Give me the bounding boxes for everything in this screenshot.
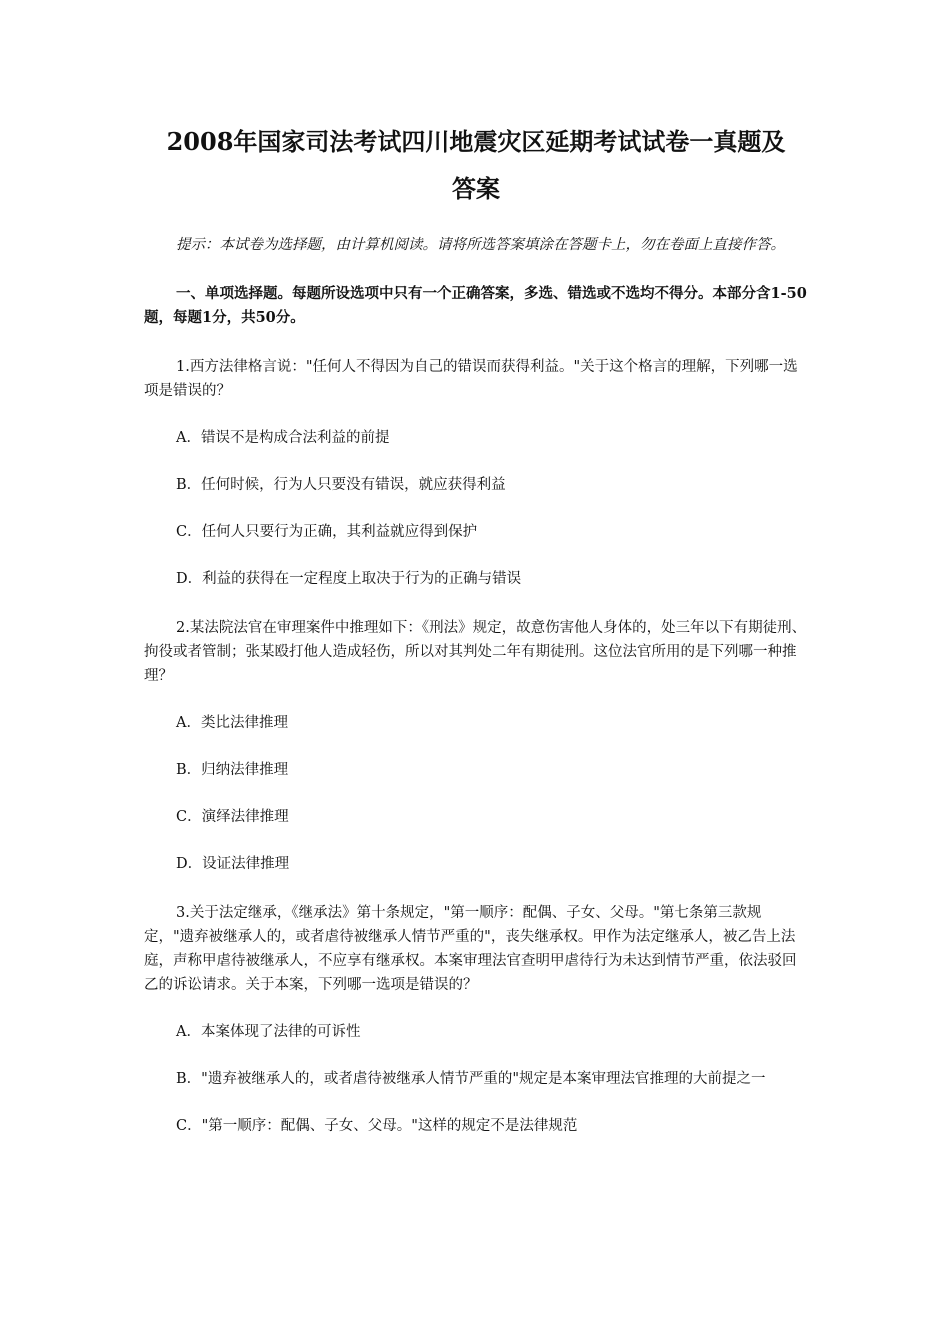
question-2-option-c: C．演绎法律推理: [176, 809, 289, 825]
question-3-option-c: C．"第一顺序：配偶、子女、父母。"这样的规定不是法律规范: [176, 1118, 578, 1134]
section-heading: 一、单项选择题。每题所设选项中只有一个正确答案，多选、错选或不选均不得分。本部分含1-50题，每题1分，共50分。: [144, 285, 807, 326]
document-page: [144, 118, 808, 1138]
question-3-stem: 3.关于法定继承，《继承法》第十条规定，"第一顺序：配偶、子女、父母。"第七条第三款规定，"遗弃被继承人的，或者虐待被继承人情节严重的"，丧失继承权。甲作为法定继承人，被乙告上法庭，声称甲虐待被继承人，不应享有继承权。本案审理法官查明甲虐待行为未达到情节严重，依法驳回乙的诉讼请求。关于本案，下列哪一选项是错误的？: [144, 905, 797, 993]
question-2-option-a: A．类比法律推理: [176, 715, 288, 731]
question-3-option-a: A．本案体现了法律的可诉性: [176, 1024, 361, 1040]
question-1-option-a: A．错误不是构成合法利益的前提: [176, 430, 390, 446]
question-1-stem: 1.西方法律格言说："任何人不得因为自己的错误而获得利益。"关于这个格言的理解，下列哪一选项是错误的？: [144, 359, 798, 399]
question-3-option-b: B．"遗弃被继承人的，或者虐待被继承人情节严重的"规定是本案审理法官推理的大前提之一: [176, 1071, 766, 1087]
exam-hint: 提示：本试卷为选择题，由计算机阅读。请将所选答案填涂在答题卡上，勿在卷面上直接作答。: [176, 237, 785, 253]
title-line-1: 2008年国家司法考试四川地震灾区延期考试试卷一真题及: [166, 127, 786, 156]
question-2-option-b: B．归纳法律推理: [176, 762, 289, 778]
question-1-option-d: D．利益的获得在一定程度上取决于行为的正确与错误: [176, 571, 522, 587]
question-1-option-b: B．任何时候，行为人只要没有错误，就应获得利益: [176, 477, 506, 493]
question-2-stem: 2.某法院法官在审理案件中推理如下：《刑法》规定，故意伤害他人身体的，处三年以下有期徒刑、拘役或者管制；张某殴打他人造成轻伤，所以对其判处二年有期徒刑。这位法官所用的是下列哪一种推理？: [144, 620, 807, 684]
document-title: [140, 118, 812, 212]
question-2-option-d: D．设证法律推理: [176, 856, 290, 872]
title-line-2: 答案: [452, 174, 500, 203]
question-1-option-c: C．任何人只要行为正确，其利益就应得到保护: [176, 524, 478, 540]
